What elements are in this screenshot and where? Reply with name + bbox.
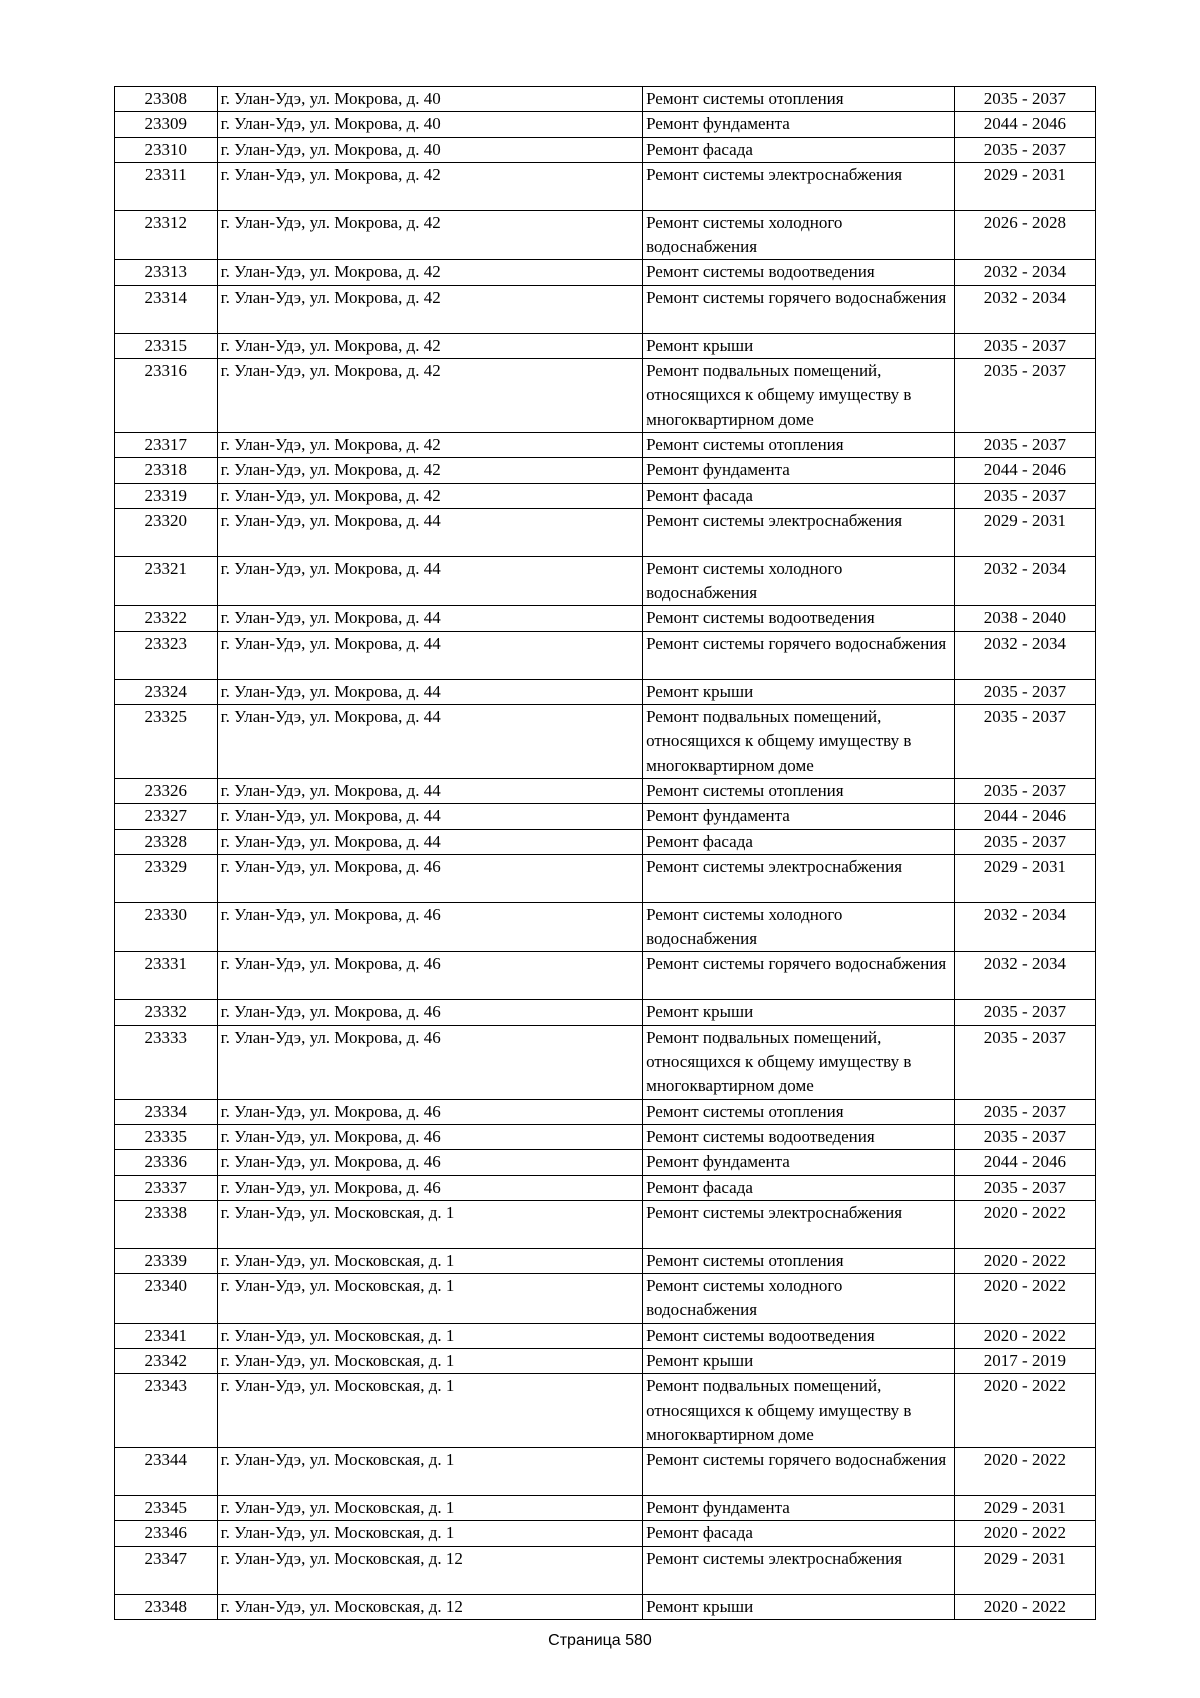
- table-row: [115, 162, 1096, 210]
- table-row: [115, 705, 1096, 779]
- row-id-cell: 23313: [115, 260, 218, 285]
- row-id-cell: 23319: [115, 483, 218, 508]
- work-type-cell: Ремонт системы отопления: [643, 432, 955, 457]
- work-type-cell: Ремонт крыши: [643, 679, 955, 704]
- work-type-cell: Ремонт системы холодного водоснабжения: [643, 210, 955, 260]
- address-cell: г. Улан-Удэ, ул. Мокрова, д. 44: [217, 606, 642, 631]
- work-type-cell: Ремонт системы электроснабжения: [643, 854, 955, 902]
- row-id-cell: 23320: [115, 508, 218, 556]
- address-cell: г. Улан-Удэ, ул. Мокрова, д. 40: [217, 87, 642, 112]
- row-id-cell: 23321: [115, 556, 218, 606]
- address-cell: г. Улан-Удэ, ул. Московская, д. 12: [217, 1546, 642, 1594]
- table-row: [115, 854, 1096, 902]
- period-cell: 2044 - 2046: [954, 112, 1095, 137]
- address-cell: г. Улан-Удэ, ул. Мокрова, д. 44: [217, 804, 642, 829]
- period-cell: 2032 - 2034: [954, 902, 1095, 952]
- work-type-cell: Ремонт системы холодного водоснабжения: [643, 902, 955, 952]
- period-cell: 2029 - 2031: [954, 1546, 1095, 1594]
- row-id-cell: 23323: [115, 631, 218, 679]
- table-row: [115, 556, 1096, 606]
- period-cell: 2020 - 2022: [954, 1248, 1095, 1273]
- work-type-cell: Ремонт подвальных помещений, относящихся к общему имуществу в многоквартирном доме: [643, 1025, 955, 1099]
- address-cell: г. Улан-Удэ, ул. Мокрова, д. 42: [217, 333, 642, 358]
- row-id-cell: 23308: [115, 87, 218, 112]
- table-row: [115, 483, 1096, 508]
- address-cell: г. Улан-Удэ, ул. Мокрова, д. 46: [217, 1175, 642, 1200]
- table-row: [115, 1099, 1096, 1124]
- row-id-cell: 23326: [115, 778, 218, 803]
- address-cell: г. Улан-Удэ, ул. Мокрова, д. 44: [217, 679, 642, 704]
- table-row: [115, 137, 1096, 162]
- row-id-cell: 23322: [115, 606, 218, 631]
- table-row: [115, 829, 1096, 854]
- address-cell: г. Улан-Удэ, ул. Мокрова, д. 44: [217, 778, 642, 803]
- row-id-cell: 23330: [115, 902, 218, 952]
- table-row: [115, 778, 1096, 803]
- address-cell: г. Улан-Удэ, ул. Мокрова, д. 44: [217, 705, 642, 779]
- work-type-cell: Ремонт подвальных помещений, относящихся к общему имуществу в многоквартирном доме: [643, 359, 955, 433]
- address-cell: г. Улан-Удэ, ул. Мокрова, д. 44: [217, 556, 642, 606]
- address-cell: г. Улан-Удэ, ул. Мокрова, д. 42: [217, 359, 642, 433]
- address-cell: г. Улан-Удэ, ул. Мокрова, д. 46: [217, 902, 642, 952]
- table-row: [115, 112, 1096, 137]
- work-type-cell: Ремонт фасада: [643, 137, 955, 162]
- address-cell: г. Улан-Удэ, ул. Мокрова, д. 42: [217, 162, 642, 210]
- table-row: [115, 333, 1096, 358]
- period-cell: 2044 - 2046: [954, 804, 1095, 829]
- address-cell: г. Улан-Удэ, ул. Мокрова, д. 44: [217, 829, 642, 854]
- period-cell: 2035 - 2037: [954, 432, 1095, 457]
- table-row: [115, 210, 1096, 260]
- address-cell: г. Улан-Удэ, ул. Мокрова, д. 40: [217, 112, 642, 137]
- row-id-cell: 23338: [115, 1200, 218, 1248]
- address-cell: г. Улан-Удэ, ул. Мокрова, д. 42: [217, 260, 642, 285]
- table-row: [115, 1496, 1096, 1521]
- address-cell: г. Улан-Удэ, ул. Мокрова, д. 46: [217, 1150, 642, 1175]
- address-cell: г. Улан-Удэ, ул. Московская, д. 1: [217, 1496, 642, 1521]
- address-cell: г. Улан-Удэ, ул. Мокрова, д. 42: [217, 458, 642, 483]
- period-cell: 2044 - 2046: [954, 458, 1095, 483]
- period-cell: 2020 - 2022: [954, 1274, 1095, 1324]
- table-row: [115, 1124, 1096, 1149]
- period-cell: 2038 - 2040: [954, 606, 1095, 631]
- period-cell: 2020 - 2022: [954, 1521, 1095, 1546]
- address-cell: г. Улан-Удэ, ул. Мокрова, д. 42: [217, 483, 642, 508]
- period-cell: 2035 - 2037: [954, 1124, 1095, 1149]
- work-type-cell: Ремонт системы отопления: [643, 1248, 955, 1273]
- work-type-cell: Ремонт системы горячего водоснабжения: [643, 631, 955, 679]
- work-type-cell: Ремонт крыши: [643, 1000, 955, 1025]
- work-type-cell: Ремонт системы электроснабжения: [643, 508, 955, 556]
- period-cell: 2020 - 2022: [954, 1200, 1095, 1248]
- row-id-cell: 23346: [115, 1521, 218, 1546]
- work-type-cell: Ремонт системы горячего водоснабжения: [643, 952, 955, 1000]
- row-id-cell: 23310: [115, 137, 218, 162]
- period-cell: 2035 - 2037: [954, 1175, 1095, 1200]
- work-type-cell: Ремонт системы отопления: [643, 1099, 955, 1124]
- address-cell: г. Улан-Удэ, ул. Московская, д. 1: [217, 1248, 642, 1273]
- work-type-cell: Ремонт системы водоотведения: [643, 1124, 955, 1149]
- address-cell: г. Улан-Удэ, ул. Московская, д. 1: [217, 1274, 642, 1324]
- table-row: [115, 1150, 1096, 1175]
- address-cell: г. Улан-Удэ, ул. Мокрова, д. 44: [217, 631, 642, 679]
- work-type-cell: Ремонт подвальных помещений, относящихся к общему имуществу в многоквартирном доме: [643, 705, 955, 779]
- row-id-cell: 23331: [115, 952, 218, 1000]
- work-type-cell: Ремонт крыши: [643, 1594, 955, 1619]
- address-cell: г. Улан-Удэ, ул. Мокрова, д. 46: [217, 1124, 642, 1149]
- row-id-cell: 23334: [115, 1099, 218, 1124]
- address-cell: г. Улан-Удэ, ул. Московская, д. 1: [217, 1448, 642, 1496]
- period-cell: 2035 - 2037: [954, 829, 1095, 854]
- row-id-cell: 23312: [115, 210, 218, 260]
- period-cell: 2026 - 2028: [954, 210, 1095, 260]
- table-row: [115, 458, 1096, 483]
- table-row: [115, 285, 1096, 333]
- address-cell: г. Улан-Удэ, ул. Московская, д. 1: [217, 1374, 642, 1448]
- table-row: [115, 1594, 1096, 1619]
- page-number: Страница 580: [548, 1632, 652, 1649]
- work-type-cell: Ремонт фундамента: [643, 804, 955, 829]
- address-cell: г. Улан-Удэ, ул. Мокрова, д. 46: [217, 952, 642, 1000]
- table-row: [115, 359, 1096, 433]
- row-id-cell: 23328: [115, 829, 218, 854]
- work-type-cell: Ремонт системы электроснабжения: [643, 1546, 955, 1594]
- address-cell: г. Улан-Удэ, ул. Мокрова, д. 46: [217, 1099, 642, 1124]
- work-type-cell: Ремонт крыши: [643, 1348, 955, 1373]
- period-cell: 2032 - 2034: [954, 952, 1095, 1000]
- work-type-cell: Ремонт системы электроснабжения: [643, 1200, 955, 1248]
- work-type-cell: Ремонт крыши: [643, 333, 955, 358]
- work-type-cell: Ремонт системы холодного водоснабжения: [643, 1274, 955, 1324]
- period-cell: 2035 - 2037: [954, 333, 1095, 358]
- address-cell: г. Улан-Удэ, ул. Мокрова, д. 46: [217, 1000, 642, 1025]
- work-type-cell: Ремонт фундамента: [643, 112, 955, 137]
- work-type-cell: Ремонт системы водоотведения: [643, 260, 955, 285]
- row-id-cell: 23340: [115, 1274, 218, 1324]
- row-id-cell: 23332: [115, 1000, 218, 1025]
- row-id-cell: 23345: [115, 1496, 218, 1521]
- table-row: [115, 1521, 1096, 1546]
- table-row: [115, 952, 1096, 1000]
- period-cell: 2032 - 2034: [954, 260, 1095, 285]
- table-row: [115, 508, 1096, 556]
- period-cell: 2035 - 2037: [954, 1000, 1095, 1025]
- repair-schedule-table: [114, 86, 1096, 1620]
- row-id-cell: 23348: [115, 1594, 218, 1619]
- work-type-cell: Ремонт системы отопления: [643, 87, 955, 112]
- work-type-cell: Ремонт фундамента: [643, 1496, 955, 1521]
- table-body: [115, 87, 1096, 1620]
- table-row: [115, 902, 1096, 952]
- address-cell: г. Улан-Удэ, ул. Мокрова, д. 42: [217, 432, 642, 457]
- address-cell: г. Улан-Удэ, ул. Мокрова, д. 44: [217, 508, 642, 556]
- address-cell: г. Улан-Удэ, ул. Московская, д. 1: [217, 1348, 642, 1373]
- period-cell: 2032 - 2034: [954, 285, 1095, 333]
- period-cell: 2035 - 2037: [954, 137, 1095, 162]
- table-row: [115, 1323, 1096, 1348]
- row-id-cell: 23337: [115, 1175, 218, 1200]
- period-cell: 2020 - 2022: [954, 1448, 1095, 1496]
- address-cell: г. Улан-Удэ, ул. Мокрова, д. 46: [217, 854, 642, 902]
- period-cell: 2029 - 2031: [954, 162, 1095, 210]
- period-cell: 2029 - 2031: [954, 1496, 1095, 1521]
- period-cell: 2020 - 2022: [954, 1323, 1095, 1348]
- work-type-cell: Ремонт фасада: [643, 829, 955, 854]
- row-id-cell: 23311: [115, 162, 218, 210]
- work-type-cell: Ремонт системы электроснабжения: [643, 162, 955, 210]
- row-id-cell: 23335: [115, 1124, 218, 1149]
- period-cell: 2029 - 2031: [954, 854, 1095, 902]
- work-type-cell: Ремонт фасада: [643, 1175, 955, 1200]
- work-type-cell: Ремонт фасада: [643, 1521, 955, 1546]
- period-cell: 2017 - 2019: [954, 1348, 1095, 1373]
- work-type-cell: Ремонт системы отопления: [643, 778, 955, 803]
- period-cell: 2020 - 2022: [954, 1374, 1095, 1448]
- table-row: [115, 1175, 1096, 1200]
- table-row: [115, 1000, 1096, 1025]
- period-cell: 2035 - 2037: [954, 679, 1095, 704]
- table-row: [115, 1374, 1096, 1448]
- table-row: [115, 1200, 1096, 1248]
- work-type-cell: Ремонт системы горячего водоснабжения: [643, 1448, 955, 1496]
- row-id-cell: 23336: [115, 1150, 218, 1175]
- row-id-cell: 23317: [115, 432, 218, 457]
- address-cell: г. Улан-Удэ, ул. Мокрова, д. 40: [217, 137, 642, 162]
- work-type-cell: Ремонт подвальных помещений, относящихся к общему имуществу в многоквартирном доме: [643, 1374, 955, 1448]
- table-row: [115, 679, 1096, 704]
- table-row: [115, 87, 1096, 112]
- row-id-cell: 23339: [115, 1248, 218, 1273]
- row-id-cell: 23347: [115, 1546, 218, 1594]
- period-cell: 2035 - 2037: [954, 778, 1095, 803]
- work-type-cell: Ремонт системы водоотведения: [643, 606, 955, 631]
- address-cell: г. Улан-Удэ, ул. Мокрова, д. 46: [217, 1025, 642, 1099]
- work-type-cell: Ремонт фундамента: [643, 458, 955, 483]
- work-type-cell: Ремонт системы горячего водоснабжения: [643, 285, 955, 333]
- row-id-cell: 23344: [115, 1448, 218, 1496]
- period-cell: 2044 - 2046: [954, 1150, 1095, 1175]
- address-cell: г. Улан-Удэ, ул. Московская, д. 1: [217, 1200, 642, 1248]
- period-cell: 2035 - 2037: [954, 87, 1095, 112]
- table-row: [115, 804, 1096, 829]
- address-cell: г. Улан-Удэ, ул. Мокрова, д. 42: [217, 210, 642, 260]
- row-id-cell: 23341: [115, 1323, 218, 1348]
- table-row: [115, 1025, 1096, 1099]
- period-cell: 2035 - 2037: [954, 1099, 1095, 1124]
- table-row: [115, 432, 1096, 457]
- row-id-cell: 23343: [115, 1374, 218, 1448]
- table-row: [115, 1348, 1096, 1373]
- row-id-cell: 23309: [115, 112, 218, 137]
- address-cell: г. Улан-Удэ, ул. Московская, д. 1: [217, 1323, 642, 1348]
- period-cell: 2032 - 2034: [954, 556, 1095, 606]
- row-id-cell: 23315: [115, 333, 218, 358]
- address-cell: г. Улан-Удэ, ул. Московская, д. 12: [217, 1594, 642, 1619]
- work-type-cell: Ремонт системы водоотведения: [643, 1323, 955, 1348]
- row-id-cell: 23316: [115, 359, 218, 433]
- table-row: [115, 1248, 1096, 1273]
- address-cell: г. Улан-Удэ, ул. Московская, д. 1: [217, 1521, 642, 1546]
- period-cell: 2035 - 2037: [954, 705, 1095, 779]
- table-row: [115, 1546, 1096, 1594]
- period-cell: 2035 - 2037: [954, 483, 1095, 508]
- table-row: [115, 1448, 1096, 1496]
- row-id-cell: 23314: [115, 285, 218, 333]
- work-type-cell: Ремонт фундамента: [643, 1150, 955, 1175]
- table-row: [115, 606, 1096, 631]
- row-id-cell: 23329: [115, 854, 218, 902]
- row-id-cell: 23324: [115, 679, 218, 704]
- period-cell: 2020 - 2022: [954, 1594, 1095, 1619]
- table-row: [115, 631, 1096, 679]
- address-cell: г. Улан-Удэ, ул. Мокрова, д. 42: [217, 285, 642, 333]
- table-row: [115, 260, 1096, 285]
- work-type-cell: Ремонт системы холодного водоснабжения: [643, 556, 955, 606]
- row-id-cell: 23333: [115, 1025, 218, 1099]
- row-id-cell: 23342: [115, 1348, 218, 1373]
- table-row: [115, 1274, 1096, 1324]
- period-cell: 2035 - 2037: [954, 359, 1095, 433]
- row-id-cell: 23318: [115, 458, 218, 483]
- period-cell: 2029 - 2031: [954, 508, 1095, 556]
- period-cell: 2035 - 2037: [954, 1025, 1095, 1099]
- period-cell: 2032 - 2034: [954, 631, 1095, 679]
- work-type-cell: Ремонт фасада: [643, 483, 955, 508]
- row-id-cell: 23327: [115, 804, 218, 829]
- row-id-cell: 23325: [115, 705, 218, 779]
